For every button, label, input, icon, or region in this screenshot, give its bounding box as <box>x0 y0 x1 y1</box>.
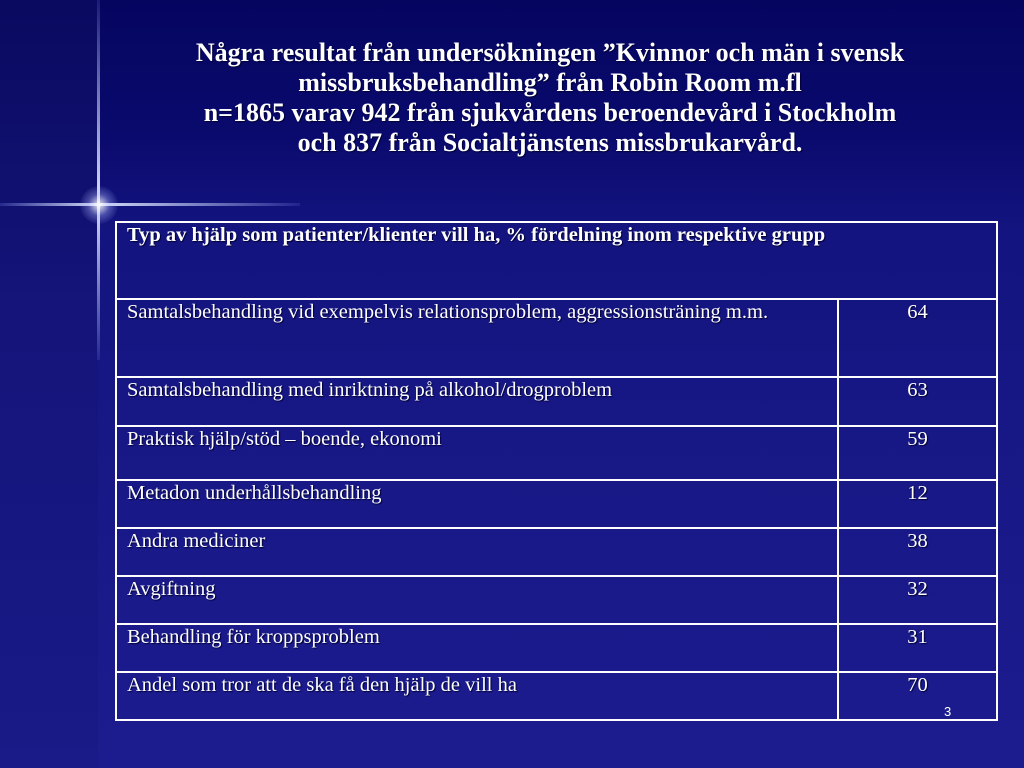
row-label: Samtalsbehandling vid exempelvis relationsproblem, aggressionsträning m.m. <box>116 299 838 377</box>
star-glow-icon <box>80 186 118 224</box>
row-value: 70 <box>838 672 997 720</box>
title-line-1: Några resultat från undersökningen ”Kvinnor och män i svensk <box>195 38 905 67</box>
title-line-2: missbruksbehandling” från Robin Room m.fl <box>298 68 802 97</box>
row-label: Avgiftning <box>116 576 838 624</box>
star-cross-vertical <box>97 0 100 360</box>
row-label: Andel som tror att de ska få den hjälp de vill ha <box>116 672 838 720</box>
row-value: 63 <box>838 377 997 426</box>
table-row <box>116 377 997 426</box>
title-line-4: och 837 från Socialtjänstens missbrukarvård. <box>297 128 803 157</box>
row-label: Andra mediciner <box>116 528 838 576</box>
row-label: Metadon underhållsbehandling <box>116 480 838 528</box>
row-value: 64 <box>838 299 997 377</box>
row-value: 12 <box>838 480 997 528</box>
row-value: 31 <box>838 624 997 672</box>
left-band <box>0 0 98 768</box>
star-cross-horizontal <box>0 203 300 206</box>
table-row <box>116 426 997 480</box>
page-number: 3 <box>944 704 952 719</box>
table-row <box>116 299 997 377</box>
row-value: 32 <box>838 576 997 624</box>
table-row <box>116 528 997 576</box>
row-label: Behandling för kroppsproblem <box>116 624 838 672</box>
table-row <box>116 624 997 672</box>
row-label: Praktisk hjälp/stöd – boende, ekonomi <box>116 426 838 480</box>
table-header-cell: Typ av hjälp som patienter/klienter vill ha, % fördelning inom respektive grupp <box>116 222 997 299</box>
slide-title <box>110 38 990 158</box>
results-table <box>115 221 998 721</box>
title-line-3: n=1865 varav 942 från sjukvårdens beroendevård i Stockholm <box>203 98 897 127</box>
row-value: 59 <box>838 426 997 480</box>
table-header-row <box>116 222 997 299</box>
table-row <box>116 672 997 720</box>
table-row <box>116 480 997 528</box>
row-value: 38 <box>838 528 997 576</box>
row-label: Samtalsbehandling med inriktning på alkohol/drogproblem <box>116 377 838 426</box>
table-row <box>116 576 997 624</box>
